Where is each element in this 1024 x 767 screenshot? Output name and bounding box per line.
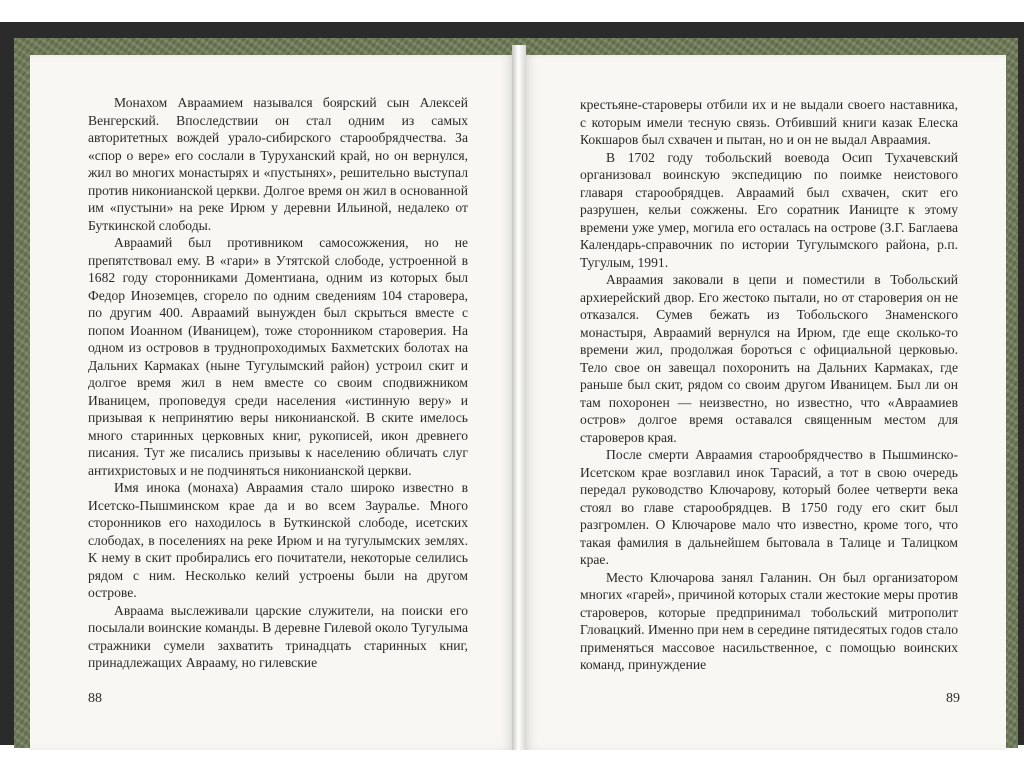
right-page-text <box>580 96 958 674</box>
right-paragraph-2: Авраамия заковали в цепи и поместили в Тобольский архиерейский двор. Его жестоко пытали, но от староверия он не отказался. Сумев бежать из Тобольского Знаменского монастыря, Авраамий вернулся на Ирюм, где еще сколько-то времени жил, продолжая бороться с официальной церковью. Тело свое он завещал похоронить на Дальних Кармаках, где раньше был скит, рядом со своим другом Иваницем. Был ли он там похоронен — неизвестно, но известно, что «Авраамиев остров» долгое время оставался священным местом для староверов края. <box>580 272 958 445</box>
left-paragraph-3: Имя инока (монаха) Авраамия стало широко известно в Исетско-Пышминском крае да и во всем Зауралье. Много сторонников его находилось в Буткинской слободе, исетских слободах, в поселениях на реке Ирюм и на тугулымских землях. К нему в скит пробирались его почитатели, некоторые селились рядом с ним. Несколько келий устроены были на другом острове. <box>88 480 468 600</box>
left-paragraph-2: Авраамий был противником самосожжения, но не препятствовал ему. В «гари» в Утятской слободе, устроенной в 1682 году сторонниками Доментиана, одним из которых был Федор Иноземцев, сгорело по одним сведениям 104 старовера, по другим 400. Авраамий вынужден был скрыться вместе с попом Иоанном (Иваницем), тоже сторонником староверия. На одном из островов в труднопроходимых Бахметских болотах на Дальних Кармаках (ныне Тугулымский район) устроил скит и долгое время жил в нем вместе со своим сподвижником Иваницем, проповедуя среди населения «истинную веру» и призывая к непринятию веры никонианской. В ските имелось много старинных церковных книг, рукописей, икон древнего писания. Тут же писались призывы к населению обличать слуг антихристовых и не подчиняться никонианской церкви. <box>88 235 468 478</box>
right-continuation-paragraph: крестьяне-староверы отбили их и не выдали своего наставника, с которым имели тесную связь. Отбивший книги казак Елеска Кокшаров был схвачен и пытан, но и он не выдал Авраамия. <box>580 97 958 147</box>
page-number-right: 89 <box>946 691 960 706</box>
right-paragraph-1: В 1702 году тобольский воевода Осип Тухачевский организовал воинскую экспедицию по поимке неистового главаря старообрядцев. Авраамий был схвачен, скит его разрушен, кельи сожжены. Его соратник Иаництe к этому времени уже умер, могила его осталась на острове (З.Г. Баглаева Календарь-справочник по истории Тугулымского района, р.п. Тугулым, 1991. <box>580 149 958 270</box>
right-page <box>522 55 1006 750</box>
left-paragraph-4: Авраама выслеживали царские служители, на поиски его посылали воинские команды. В деревне Гилевой около Тугулыма стражники сумели захватить тринадцать старинных книг, принадлежащих Аврааму, но гилевские <box>88 602 468 670</box>
right-paragraph-3: После смерти Авраамия старообрядчество в Пышминско-Исетском крае возглавил инок Тарасий, а тот в свою очередь передал руководство Ключарову, который более четверти века стоял во главе старообрядцев. В 1750 году его скит был разгромлен. О Ключарове мало что известно, кроме того, что такая фамилия в дальнейшем бытовала в Талице и Талицком крае. <box>580 447 958 567</box>
left-page-text <box>88 94 468 672</box>
right-paragraph-4: Место Ключарова занял Галанин. Он был организатором многих «гарей», причиной которых стали жестокие меры против староверов, которые предпринимал тобольский митрополит Гловацкий. Именно при нем в середине пятидесятых годов стало применяться массовое насильственное, с помощью воинских команд, принуждение <box>580 569 958 672</box>
page-number-left: 88 <box>88 691 102 706</box>
left-paragraph-1: Монахом Авраамием назывался боярский сын Алексей Венгерский. Впоследствии он стал одним из самых авторитетных вождей урало-сибирского старообрядчества. За «спор о вере» его сослали в Туруханский край, но он вернулся, жил во многих монастырях и «пустынях», решительно выступал против никонианской церкви. Долгое время он жил в основанной им «пустыни» на реке Ирюм у деревни Ильиной, недалеко от Буткинской слободы. <box>88 95 468 233</box>
book-spine-gutter <box>512 45 526 750</box>
left-page <box>30 55 516 750</box>
